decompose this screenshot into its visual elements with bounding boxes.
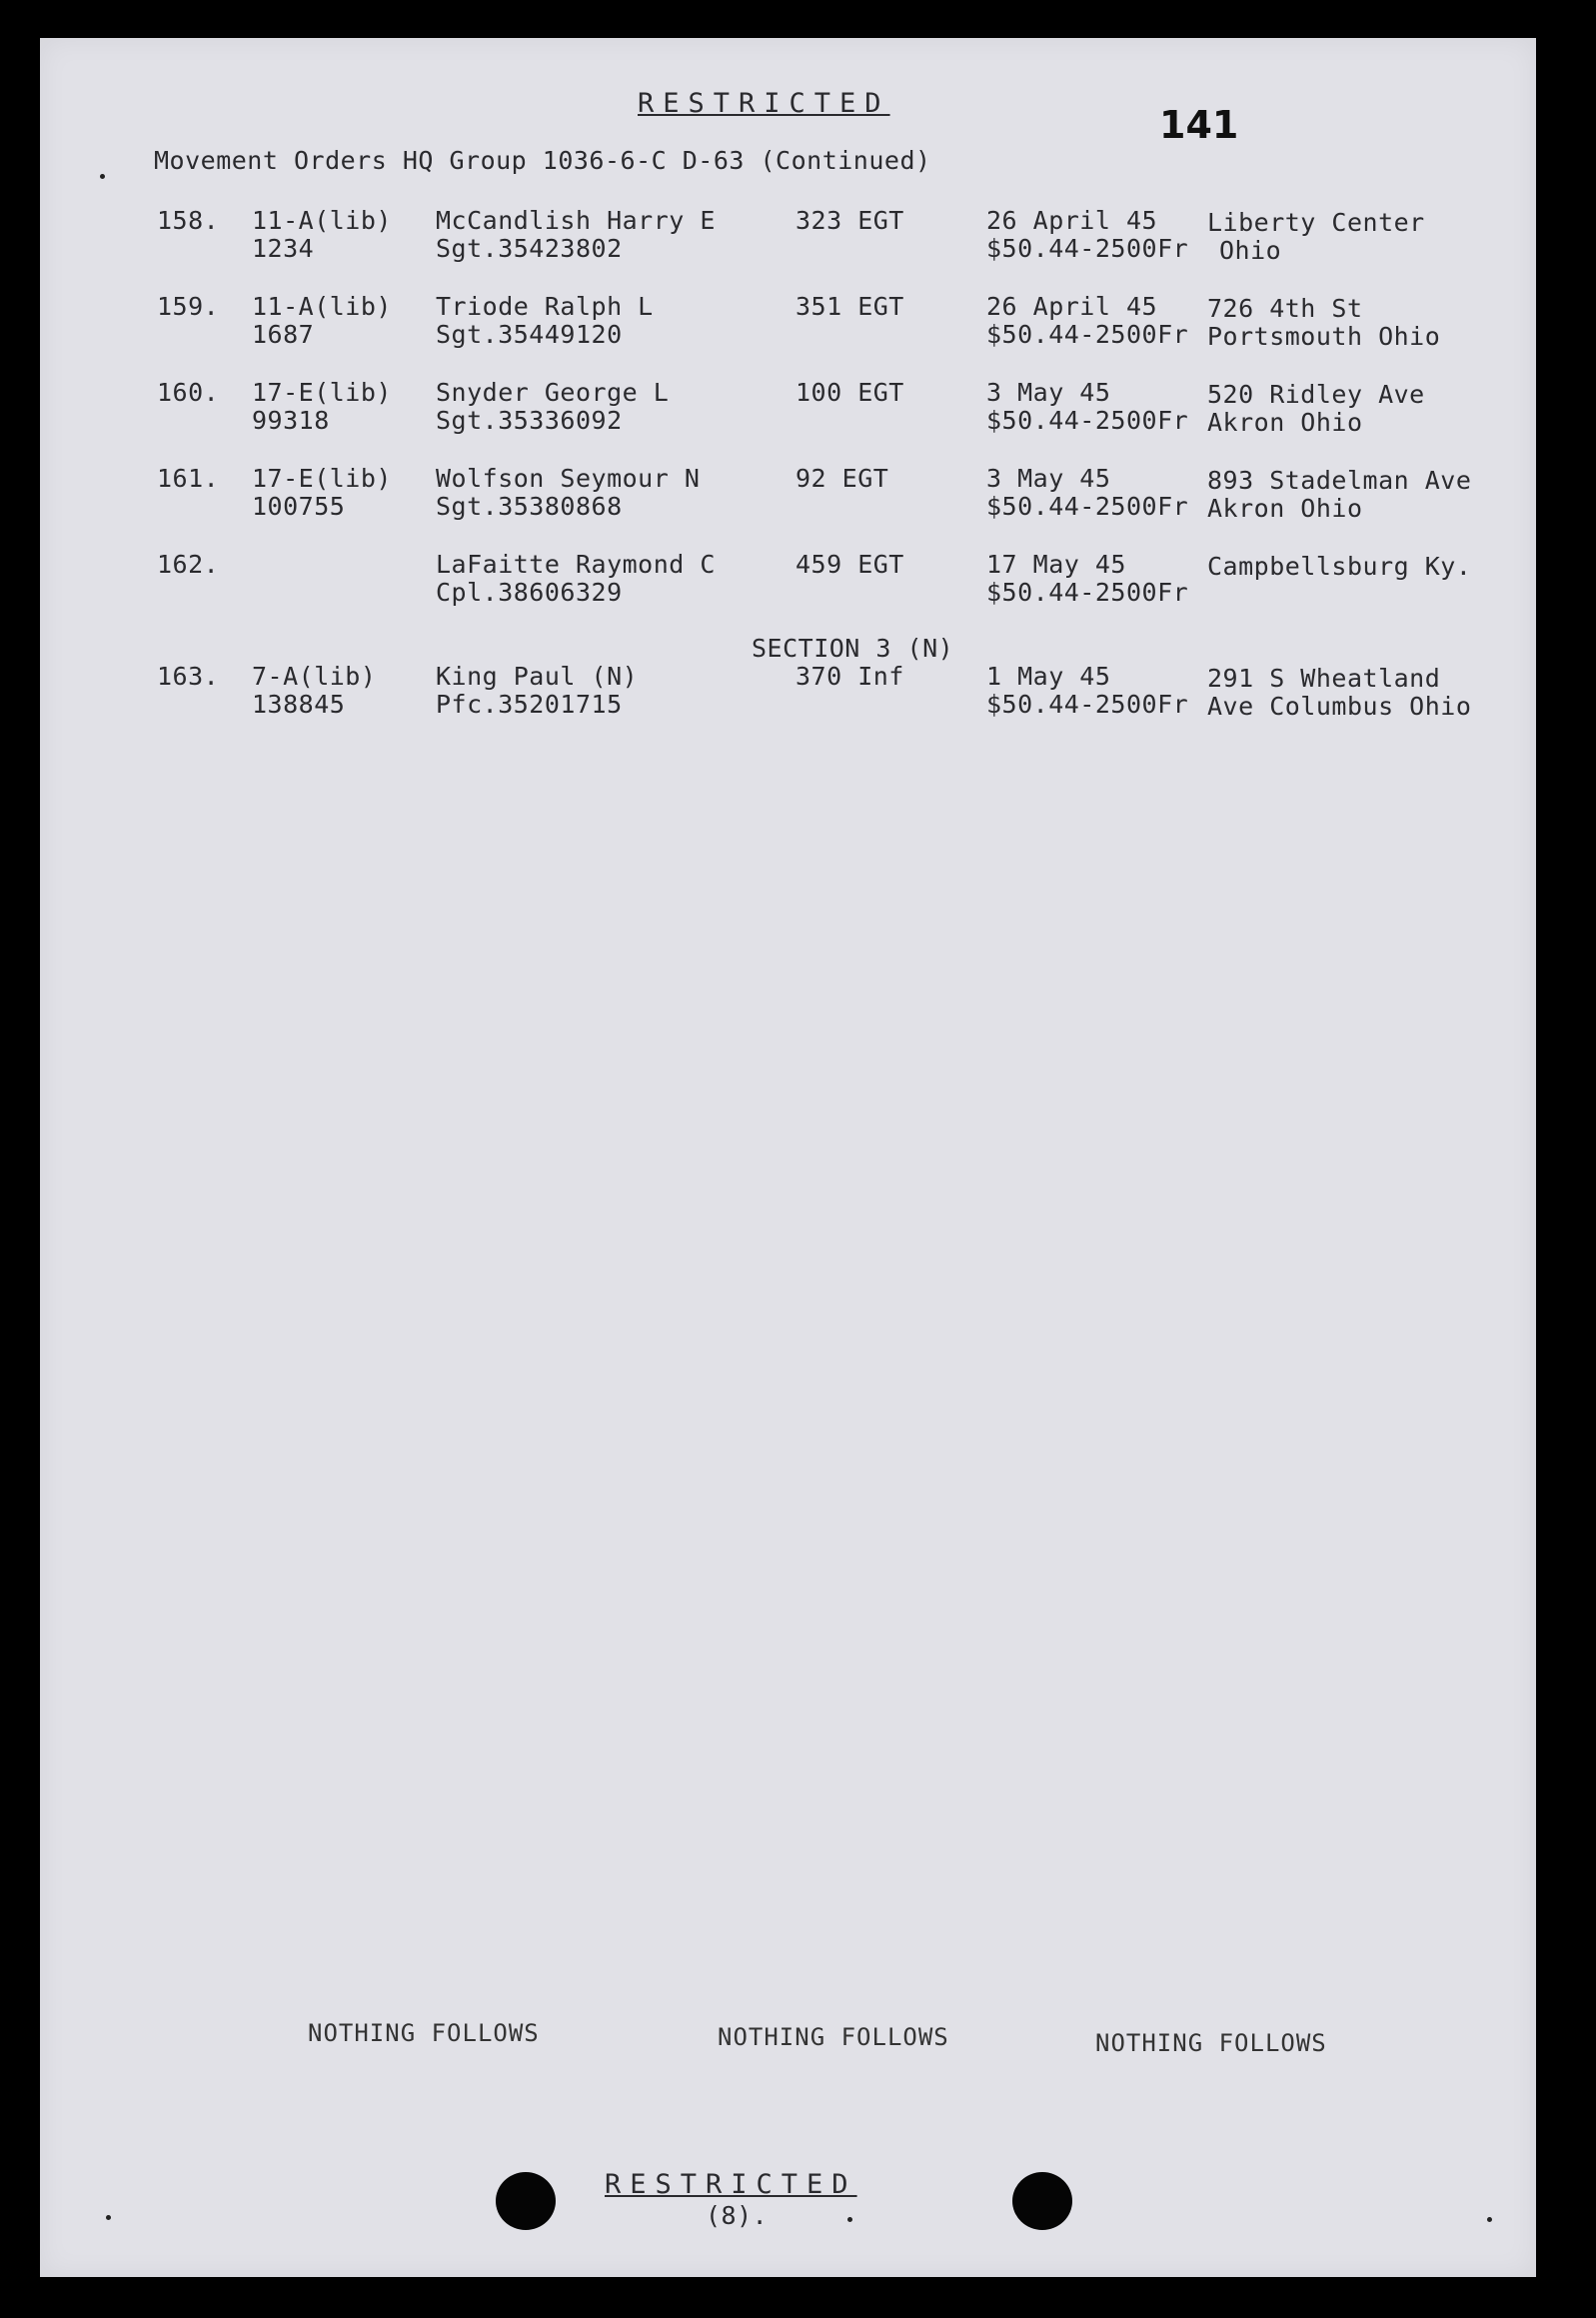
classification-footer: RESTRICTED [605,2169,857,2200]
entry-name: Snyder George L [436,378,670,407]
entry-pay: $50.44-2500Fr [986,234,1189,263]
entry-unit: 351 EGT [796,292,904,321]
nothing-follows-text: NOTHING FOLLOWS [718,2023,949,2051]
entry-number: 160. [157,378,220,407]
entry-date: 3 May 45 [986,378,1111,407]
entry-address-line1: 726 4th St [1207,294,1363,323]
entry-unit: 92 EGT [796,464,889,493]
entry-name: Wolfson Seymour N [436,464,701,493]
entry-pay: $50.44-2500Fr [986,406,1189,435]
entry-address-line1: Liberty Center [1207,208,1425,237]
entry-pay: $50.44-2500Fr [986,690,1189,719]
entry-row [40,662,1536,722]
punch-hole [1012,2172,1072,2230]
classification-header: RESTRICTED [638,88,890,119]
entry-code: 17-E(lib) [252,464,392,493]
nothing-follows-text: NOTHING FOLLOWS [1095,2029,1327,2057]
entry-code-number: 1234 [252,234,315,263]
page-reference: (8). [706,2201,769,2230]
entry-rank-serial: Pfc.35201715 [436,690,623,719]
entry-name: Triode Ralph L [436,292,654,321]
entry-name: King Paul (N) [436,662,639,691]
entry-code-number: 100755 [252,492,346,521]
entry-rank-serial: Sgt.35380868 [436,492,623,521]
entry-name: McCandlish Harry E [436,206,716,235]
entry-code-number: 138845 [252,690,346,719]
entry-address-line1: 291 S Wheatland [1207,664,1441,693]
entry-unit: 459 EGT [796,550,904,579]
entry-code: 11-A(lib) [252,206,392,235]
document-page [40,38,1536,2277]
entry-pay: $50.44-2500Fr [986,578,1189,607]
entry-number: 159. [157,292,220,321]
entry-unit: 323 EGT [796,206,904,235]
entry-pay: $50.44-2500Fr [986,320,1189,349]
entry-address-line2: Akron Ohio [1207,408,1363,437]
entry-unit: 100 EGT [796,378,904,407]
entry-address-line1: 520 Ridley Ave [1207,380,1425,409]
speck [847,2217,852,2222]
entry-rank-serial: Sgt.35449120 [436,320,623,349]
entry-date: 26 April 45 [986,206,1158,235]
entry-code: 17-E(lib) [252,378,392,407]
entry-row [40,464,1536,524]
entry-row [40,206,1536,266]
entry-unit: 370 Inf [796,662,904,691]
entry-code-number: 99318 [252,406,330,435]
entry-code: 11-A(lib) [252,292,392,321]
entry-address-line2: Ohio [1219,236,1282,265]
nothing-follows-text: NOTHING FOLLOWS [308,2019,540,2047]
entry-number: 163. [157,662,220,691]
entry-pay: $50.44-2500Fr [986,492,1189,521]
entry-address-line2: Portsmouth Ohio [1207,322,1441,351]
entry-date: 17 May 45 [986,550,1126,579]
entry-address-line1: Campbellsburg Ky. [1207,552,1472,581]
speck [106,2215,111,2220]
entry-number: 158. [157,206,220,235]
entry-rank-serial: Sgt.35423802 [436,234,623,263]
entry-address-line1: 893 Stadelman Ave [1207,466,1472,495]
entry-number: 162. [157,550,220,579]
entry-row [40,378,1536,438]
entry-number: 161. [157,464,220,493]
punch-hole [496,2172,556,2230]
page-number: 141 [1159,103,1239,147]
entry-row [40,292,1536,352]
entry-date: 26 April 45 [986,292,1158,321]
section-label: SECTION 3 (N) [752,634,954,663]
speck [100,174,105,179]
entry-rank-serial: Sgt.35336092 [436,406,623,435]
entry-rank-serial: Cpl.38606329 [436,578,623,607]
entry-address-line2: Ave Columbus Ohio [1207,692,1472,721]
entry-name: LaFaitte Raymond C [436,550,716,579]
title-line: Movement Orders HQ Group 1036-6-C D-63 (Continued) [154,146,931,175]
entry-date: 1 May 45 [986,662,1111,691]
entry-code: 7-A(lib) [252,662,377,691]
entry-row [40,550,1536,610]
entry-code-number: 1687 [252,320,315,349]
entry-date: 3 May 45 [986,464,1111,493]
speck [1487,2217,1492,2222]
entry-address-line2: Akron Ohio [1207,494,1363,523]
